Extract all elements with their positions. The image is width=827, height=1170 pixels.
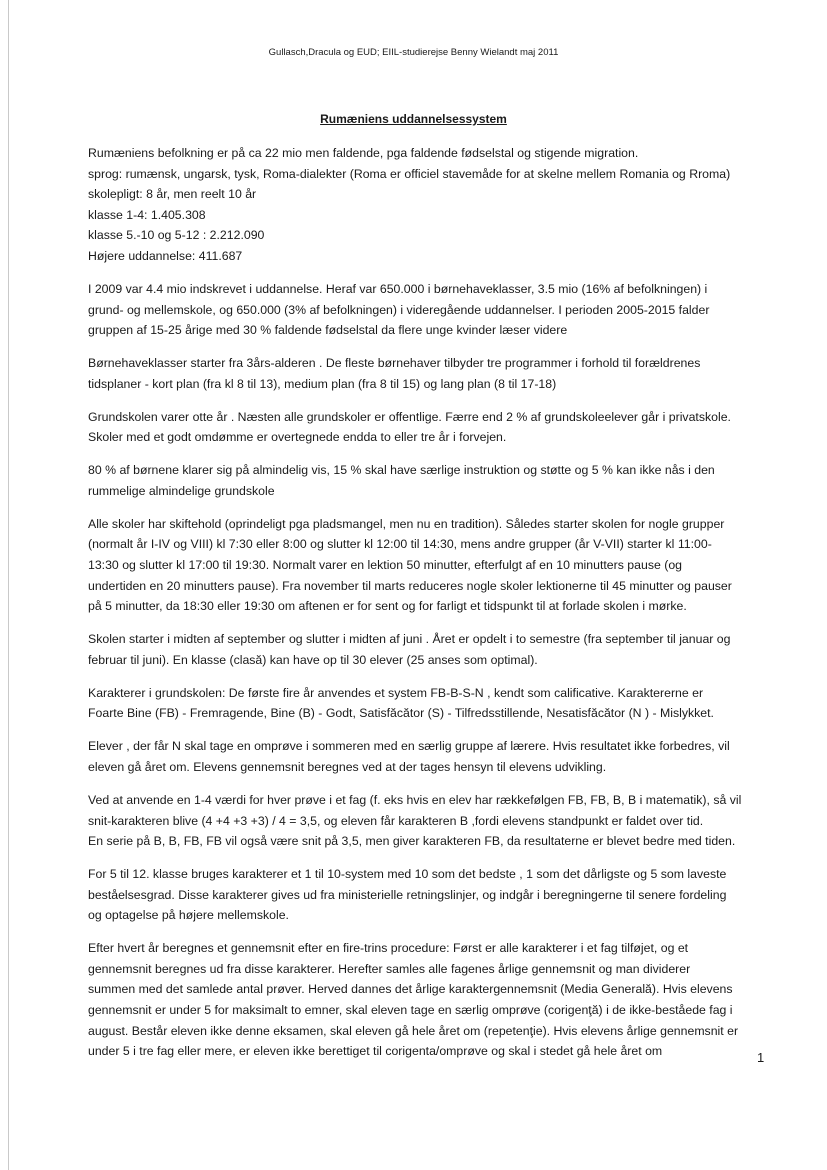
text-line: og optagelse på højere mellemskole.: [88, 908, 289, 923]
text-line: klasse 1-4: 1.405.308: [88, 207, 206, 222]
text-line: rummelige almindelige grundskole: [88, 483, 275, 498]
text-line: Grundskolen varer otte år . Næsten alle grundskoler er offentlige. Færre end 2 % af grundskoleelever går i privatskole.: [88, 409, 731, 424]
text-line: gennemsnit beregnes ud fra disse karakterer. Herefter samles alle fagenes årlige gennemsnit og man dividerer: [88, 961, 691, 976]
text-line: sprog: rumænsk, ungarsk, tysk, Roma-dialekter (Roma er officiel stavemåde for at skelne mellem Romania og Rroma): [88, 166, 731, 181]
text-line: Skolen starter i midten af september og slutter i midten af juni . Året er opdelt i to semestre (fra september til januar og: [88, 632, 731, 647]
text-line: Elever , der får N skal tage en omprøve i sommeren med en særlig gruppe af lærere. Hvis resultatet ikke forbedres, vil: [88, 739, 730, 754]
paragraph-school-year: [88, 629, 778, 670]
text-line: Rumæniens befolkning er på ca 22 mio men faldende, pga faldende fødselstal og stigende migration.: [88, 146, 639, 160]
paragraph-annual-average: [88, 938, 778, 1062]
text-line: En serie på B, B, FB, FB vil også være snit på 3,5, men giver karakteren FB, da resultaterne er blevet bedre med tiden.: [88, 834, 736, 849]
paragraph-primary-school: [88, 407, 778, 448]
text-line: Efter hvert år beregnes et gennemsnit efter en fire-trins procedure: Først er alle karakterer i et fag tilføjet, og et: [88, 941, 689, 956]
paragraph-kindergarten: [88, 353, 778, 394]
text-line: gruppen af 15-25 årige med 30 % faldende fødselstal da flere unge kvinder læser videre: [88, 323, 568, 338]
paragraph-enrollment: [88, 279, 778, 341]
text-line: gennemsnit er under 5 for maksimalt to emner, skal eleven tage en særlig omprøve (corigenţă) i de ikke-beståede fag i: [88, 1003, 733, 1018]
text-line: summen med det samlede antal prøver. Herved dannes det årlige karaktergennemsnit (Media Generală). Hvis elevens: [88, 982, 733, 997]
text-line: tidsplaner - kort plan (fra kl 8 til 13), medium plan (fra 8 til 15) og lang plan (8 til 17-18): [88, 376, 557, 391]
text-line: (normalt år I-IV og VIII) kl 7:30 eller 8:00 og slutter kl 12:00 til 14:30, mens andre grupper (år V-VII) starter kl 11:00-: [88, 537, 712, 552]
text-line: på 5 minutter, da 18:30 eller 19:30 om aftenen er for sent og for farligt et tidspunkt til at forlade skolen i mørke.: [88, 599, 687, 614]
scan-edge-line: [8, 0, 9, 1170]
paragraph-grades-primary: [88, 683, 778, 724]
paragraph-reexam: [88, 736, 778, 777]
paragraph-population: [88, 143, 778, 267]
text-line: skolepligt: 8 år, men reelt 10 år: [88, 187, 257, 202]
text-line: eleven gå året om. Elevens gennemsnit beregnes ved at der tages hensyn til elevens udvikling.: [88, 759, 607, 774]
text-line: Foarte Bine (FB) - Fremragende, Bine (B) - Godt, Satisfăcător (S) - Tilfredsstillende, Nesatisfăcător (N ) - Mislykket.: [88, 706, 714, 721]
text-line: I 2009 var 4.4 mio indskrevet i uddannelse. Heraf var 650.000 i børnehaveklasser, 3.5 mio (16% af befolkningen) i: [88, 281, 708, 296]
document-body: [88, 143, 778, 1074]
text-line: Alle skoler har skiftehold (oprindeligt pga pladsmangel, men nu en tradition). Således starter skolen for nogle grupper: [88, 516, 725, 531]
page-header: Gullasch,Dracula og EUD; EIIL-studierejse Benny Wielandt maj 2011: [268, 47, 559, 58]
document-title: Rumæniens uddannelsessystem: [320, 112, 507, 126]
page-number: 1: [757, 1050, 765, 1065]
paragraph-shifts: [88, 514, 778, 617]
paragraph-grades-upper: [88, 864, 778, 926]
text-line: Skoler med et godt omdømme er overtegnede endda to eller tre år i forvejen.: [88, 430, 507, 445]
text-line: Ved at anvende en 1-4 værdi for hver prøve i et fag (f. eks hvis en elev har rækkefølgen FB, FB, B, B i matematik), så vil: [88, 792, 742, 807]
text-line: 80 % af børnene klarer sig på almindelig vis, 15 % skal have særlige instruktion og støtte og 5 % kan ikke nås i den: [88, 463, 715, 478]
text-line: beståelsesgrad. Disse karakterer gives ud fra ministerielle retningslinjer, og indgår i beregningerne til senere fordeling: [88, 887, 727, 902]
text-line: For 5 til 12. klasse bruges karakterer et 1 til 10-system med 10 som det bedste , 1 som det dårligste og 5 som laveste: [88, 867, 727, 882]
text-line: snit-karakteren blive (4 +4 +3 +3) / 4 = 3,5, og eleven får karakteren B ,fordi elevens standpunkt er faldet over tid.: [88, 813, 704, 828]
text-line: under 5 i tre fag eller mere, er eleven ikke berettiget til corigenta/omprøve og skal i stedet gå hele året om: [88, 1044, 663, 1059]
paragraph-inclusion: [88, 460, 778, 501]
text-line: Højere uddannelse: 411.687: [88, 248, 243, 263]
text-line: undertiden en 20 minutters pause). Fra november til marts reduceres nogle skoler lektionerne til 45 minutter og pauser: [88, 578, 732, 593]
text-line: Karakterer i grundskolen: De første fire år anvendes et system FB-B-S-N , kendt som calificative. Karaktererne er: [88, 685, 704, 700]
text-line: 13:30 og slutter kl 17:00 til 19:30. Normalt varer en lektion 50 minutter, efterfulgt af en 10 minutters pause (og: [88, 558, 682, 573]
paragraph-average-example: [88, 790, 778, 852]
text-line: februar til juni). En klasse (clasă) kan have op til 30 elever (25 anses som optimal).: [88, 652, 538, 667]
text-line: Børnehaveklasser starter fra 3års-alderen . De fleste børnehaver tilbyder tre programmer i forhold til forældrenes: [88, 356, 701, 371]
text-line: august. Består eleven ikke denne eksamen, skal eleven gå hele året om (repetenţie). Hvis elevens årlige gennemsnit er: [88, 1023, 739, 1038]
text-line: klasse 5.-10 og 5-12 : 2.212.090: [88, 228, 265, 243]
text-line: grund- og mellemskole, og 650.000 (3% af befolkningen) i videregående uddannelser. I perioden 2005-2015 falder: [88, 302, 710, 317]
